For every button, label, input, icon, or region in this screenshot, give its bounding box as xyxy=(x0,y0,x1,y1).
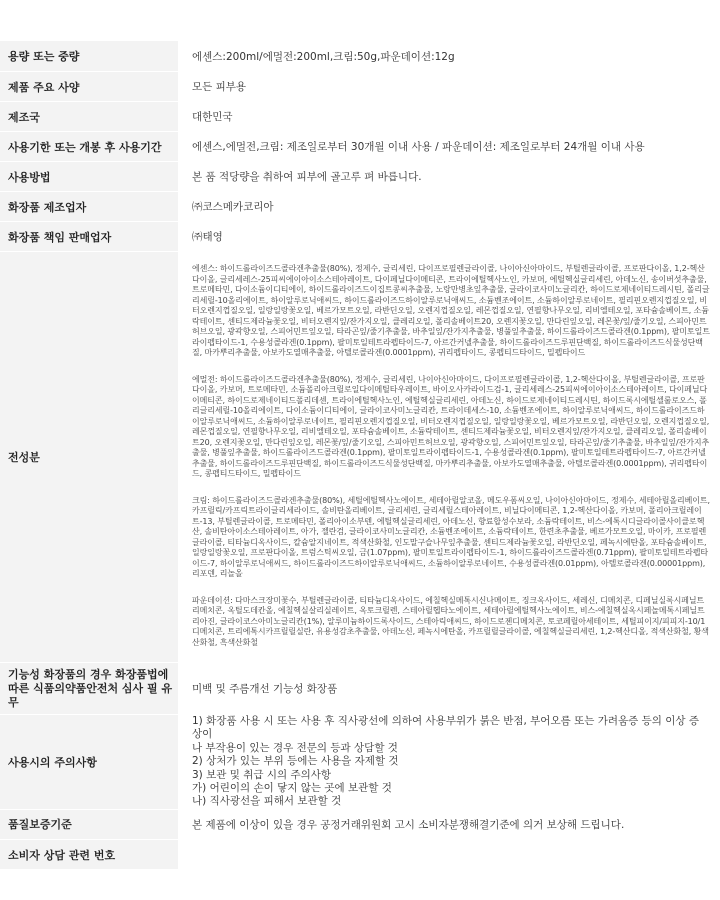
value-usage: 본 품 적당량을 취하여 피부에 골고루 펴 바릅니다. xyxy=(178,162,720,192)
label-origin: 제조국 xyxy=(0,102,178,132)
ingredients-cream: 크림: 하이드롤라이즈드콜라겐추출물(80%), 세틸에틸헥사노에이트, 세테아릴알코올, 메도우폼씨오일, 나이아신아마이드, 정제수, 세테아릴올리베이트, 카프릴릭/카프릭트라이글리세라이드, 솔비탄올리베이트, 글리세린, 글리세릴스테아레이트, 비닐다이메티콘, 1,2-헥산다이올, 카보머, 폴리아크릴레이트-13, 부틸렌글라이콜, 트로메타민, 폴리아이소부텐, 에틸헥실글리세린, 아데노신, 향료합성수보라, 소듐락테이트, 비스-에톡시디글라이콜사이클로헥산, 솔비탄아이소스테아레이트, 아가, 젤란검, 글라이코사미노글리칸, 소듐벤조에이트, 소듐락테이트, 한련초추출물, 베르가모트오일, 마이카, 프로필렌글라이콜, 티타늄디옥사이드, 칼슘알지네이트, 적색산화철, 인도말구슬나무잎추출물, 센티드제라늄꽃오일, 라반딘오일, 페녹시에탄올, 포타슘솔베이트, 일랑일랑꽃오일, 프로판다이올, 트럼스틱씨오일, 금(1.07ppm), 팔미토일트라이펩타이드-1, 하이드롤라이즈드콜라겐(0.71ppm), 팔미토일테트라펩타이드-7, 하이알루로닉애씨드, 하이드롤라이즈드하이알루로닉애씨드, 소듐하이알루로네이트, 수용성콜라겐(0.01ppm), 아텔로콜라겐(0.00001ppm), 리포덴, 리놀올 xyxy=(192,495,710,578)
product-info-sheet xyxy=(0,40,720,869)
caution-line-6: 나) 직사광선을 피해서 보관할 것 xyxy=(192,795,342,808)
label-expiry: 사용기한 또는 개봉 후 사용기간 xyxy=(0,132,178,162)
label-quality: 품질보증기준 xyxy=(0,809,178,839)
caution-line-4: 3) 보관 및 취급 시의 주의사항 xyxy=(192,768,332,781)
label-functional xyxy=(0,663,178,715)
row-functional xyxy=(0,663,720,715)
row-usage xyxy=(0,162,720,192)
value-expiry: 에센스,에멀전,크림: 제조일로부터 30개월 이내 사용 / 파운데이션: 제조일로부터 24개월 이내 사용 xyxy=(178,132,720,162)
value-capacity: 에센스:200ml/에멀전:200ml,크림:50g,파운데이션:12g xyxy=(178,41,720,72)
caution-line-5: 가) 어린이의 손이 닿지 않는 곳에 보관할 것 xyxy=(192,782,392,795)
label-seller: 화장품 책임 판매업자 xyxy=(0,222,178,252)
label-functional-line-1: 기능성 화장품의 경우 화장품법에 xyxy=(8,667,169,681)
value-consumer xyxy=(178,839,720,869)
row-consumer xyxy=(0,839,720,869)
caution-line-2: 나 부작용이 있는 경우 전문의 등과 상담할 것 xyxy=(192,741,398,754)
label-manufacturer: 화장품 제조업자 xyxy=(0,192,178,222)
row-expiry xyxy=(0,132,720,162)
label-functional-line-2: 따른 식품의약품안전처 심사 필 유무 xyxy=(8,681,173,709)
label-skin-type: 제품 주요 사양 xyxy=(0,72,178,102)
value-seller: ㈜태영 xyxy=(178,222,720,252)
row-caution xyxy=(0,715,720,810)
label-consumer: 소비자 상담 관련 번호 xyxy=(0,839,178,869)
row-capacity xyxy=(0,41,720,72)
label-usage: 사용방법 xyxy=(0,162,178,192)
label-caution: 사용시의 주의사항 xyxy=(0,715,178,810)
caution-line-3: 2) 상처가 있는 부위 등에는 사용을 자제할 것 xyxy=(192,755,399,768)
row-quality xyxy=(0,809,720,839)
ingredients-emulsion: 에멀전: 하이드롤라이즈드콜라겐추출물(80%), 정제수, 글리세린, 나이아신아마이드, 다이프로필렌글라이콜, 1,2-헥산다이올, 부틸렌글라이콜, 프로판다이올, 카보머, 트로메타민, 소듐폴리아크릴로일다이메틸타우레이트, 바이오사카라이드검-1, 글리세레스-25피씨에이아이소스테아레이트, 다이페닐다이메티콘, 하이드로제네이티드폴리데센, 트라이에틸헥사노인, 에틸헥실글리세린, 아데노신, 하이드로제네이티드레시틴, 하이드록시에틸셀룰로오스, 폴리글리세릴-10올리에이트, 다이소듐이디티에이, 글라이코사미노글리칸, 트라이데세스-10, 소듐벤조에이트, 하이알루로닉애씨드, 하이드롤라이즈드하이알루로닉애씨드, 소듐하이알루로네이트, 필리핀오렌지껍질오일, 비터오렌지껍질오일, 일랑일랑꽃오일, 베르가모트오일, 라반딘오일, 오렌지껍질오일, 레몬껍질오일, 연필향나무오일, 리비엘테오일, 포타슘솔베이트, 소듐락테이트, 센티드제라늄꽃오일, 비터오렌지잎/잔가지오일, 클레리오일, 폴리솔베이트20, 오렌지꽃오일, 만다린잎오일, 레몬꽃/잎/줄기오일, 스피아민트허브오일, 광곽향오일, 스피어민트잎오일, 타라곤잎/줄기추출물, 바추일잎/잔가지추출물, 병풀잎추출물, 하이드롤라이즈드콜라겐(0.1ppm), 팔미토일트라이펩타이드-1, 수용성콜라겐(0.1ppm), 팔미토일테트라펩타이드-7, 아르간커넬추출물, 하이드롤라이즈드루핀단백질, 하이드롤라이즈드식물성단백질, 마카뿌리추출물, 아보카도열매추출물, 아텔로콜라겐(0.0001ppm), 귀리펩타이드, 콩펩티드타이드, 밀펩타이드 xyxy=(192,374,710,478)
value-origin: 대한민국 xyxy=(178,102,720,132)
product-info-table xyxy=(0,40,720,869)
value-quality: 본 제품에 이상이 있을 경우 공정거래위원회 고시 소비자분쟁해결기준에 의거 보상해 드립니다. xyxy=(178,809,720,839)
row-skin-type xyxy=(0,72,720,102)
row-origin xyxy=(0,102,720,132)
value-caution xyxy=(178,715,720,810)
value-skin-type: 모든 피부용 xyxy=(178,72,720,102)
row-seller xyxy=(0,222,720,252)
label-ingredients: 전성분 xyxy=(0,252,178,663)
row-manufacturer xyxy=(0,192,720,222)
value-ingredients xyxy=(178,252,720,663)
ingredients-essence: 에센스: 하이드롤라이즈드콜라겐추출물(80%), 정제수, 글리세린, 다이프로필렌글라이콜, 나이아신아마이드, 부틸렌글라이콜, 프로판다이올, 1,2-헥산다이올, 글리세레스-25피씨에이아이소스테아레이트, 다이페닐다이메티콘, 트라이에틸헥사노인, 카보머, 에틸헥실글리세린, 아데노신, 송이버섯추출물, 트로메타민, 다이소듐이디티에이, 하이드롤라이즈드이집트콩씨추출물, 노랑만병초잎추출물, 글라이코사미노글리칸, 하이드로제네이티드레시틴, 폴리글리세릴-10올리에이트, 하이알루로닉애씨드, 하이드롤라이즈드하이알루로닉애씨드, 소듐벤조에이트, 소듐하이알루로네이트, 필리핀오렌지껍질오일, 비터오렌지껍질오일, 일랑일랑꽃오일, 베르가모트오일, 라반딘오일, 오렌지껍질오일, 레몬껍질오일, 연필향나무오일, 리비엘테오일, 포타슘솔베이트, 소듐락테이트, 센티드제라늄꽃오일, 비터오렌지잎/잔가지오일, 클레리오일, 폴리솔베이트20, 오렌지꽃오일, 만다린잎오일, 레몬꽃/잎/줄기오일, 스피아민트허브오일, 광곽향오일, 스피어민트잎오일, 타라곤잎/줄기추출물, 바추일잎/잔가지추출물, 병풀잎추출물, 하이드롤라이즈드콜라겐(0.1ppm), 팔미토일트라이펩타이드-1, 수용성콜라겐(0.1ppm), 팔미토일테트라펩타이드-7, 아르간커넬추출물, 하이드롤라이즈드루핀단백질, 하이드롤라이즈드식물성단백질, 마카뿌리추출물, 아보카도열매추출물, 아텔로콜라겐(0.0001ppm), 귀리펩타이드, 콩펩티드타이드, 밀펩타이드 xyxy=(192,264,710,357)
value-functional: 미백 및 주름개선 기능성 화장품 xyxy=(178,663,720,715)
row-ingredients xyxy=(0,252,720,663)
caution-line-1: 1) 화장품 사용 시 또는 사용 후 직사광선에 의하여 사용부위가 붉은 반점, 부어오름 또는 가려움증 등의 이상 증상이 xyxy=(192,715,700,741)
value-manufacturer: ㈜코스메카코리아 xyxy=(178,192,720,222)
ingredients-foundation: 파운데이션: 다마스크장미꽃수, 부틸렌글라이콜, 티타늄디옥사이드, 에칠헥실메톡시신나메이트, 징크옥사이드, 세레신, 디메치콘, 디페닐실록시페닐트리메치콘, 옥틸도데칸올, 에칠헥실살리실레이트, 옥토크릴렌, 스테아릴헵타노에이트, 세테아릴에틸헥사노에이트, 비스-에칠헥실옥시페놀메톡시페닐트리아진, 글라이코스아미노글리칸(1%), 알루미늄하이드록사이드, 스테아릭애씨드, 하이드로젠디메치콘, 토코페릴아세테이트, 세틸피이지/피피지-10/1디메치콘, 트리에톡시카프릴릴실란, 유용성감초추출물, 아데노신, 페녹시에탄올, 카프릴릴글라이콜, 에칠헥실글리세린, 1,2-헥산디올, 적색산화철, 황색산화철, 흑색산화철 xyxy=(192,595,709,647)
label-capacity: 용량 또는 중량 xyxy=(0,41,178,72)
